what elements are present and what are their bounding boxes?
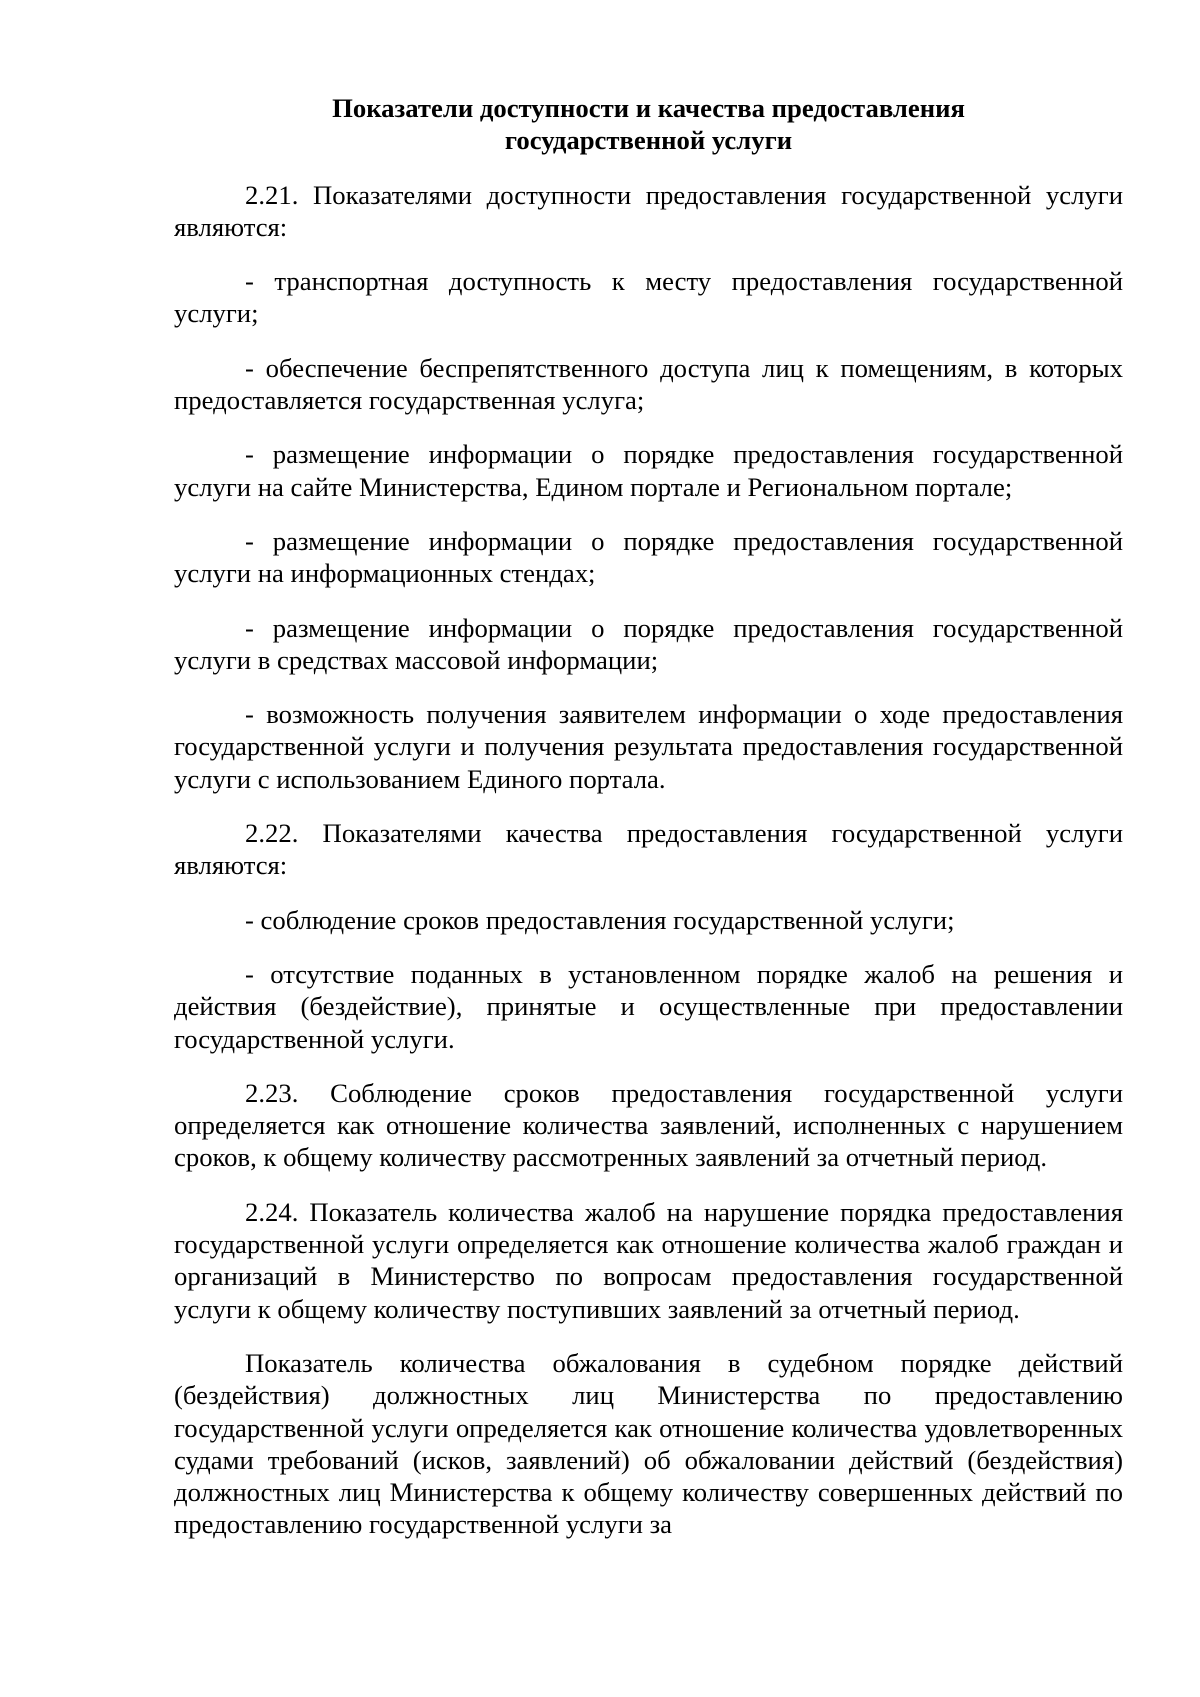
paragraph-2-21: 2.21. Показателями доступности предоставления государственной услуги являются: <box>174 179 1123 242</box>
list-item-barrier-free-access: - обеспечение беспрепятственного доступа лиц к помещениям, в которых предоставляется государственная услуга; <box>174 352 1123 416</box>
paragraph-2-22: 2.22. Показателями качества предоставления государственной услуги являются: <box>174 818 1123 881</box>
list-item-info-media: - размещение информации о порядке предоставления государственной услуги в средствах массовой информации; <box>174 612 1123 675</box>
paragraph-2-24: 2.24. Показатель количества жалоб на нарушение порядка предоставления государственной услуги определяется как отношение количества жалоб граждан и организаций в Министерство по вопросам предоставления государственной услуги к общему количеству поступивших заявлений за отчетный период. <box>174 1196 1123 1324</box>
section-title <box>174 92 1123 157</box>
list-item-deadlines: - соблюдение сроков предоставления государственной услуги; <box>245 904 955 935</box>
list-item-portal-progress: - возможность получения заявителем информации о ходе предоставления государственной услуги и получения результата предоставления государственной услуги с использованием Единого портала. <box>174 699 1123 794</box>
list-item-no-complaints: - отсутствие поданных в установленном порядке жалоб на решения и действия (бездействие), принятые и осуществленные при предоставлении государственной услуги. <box>174 958 1123 1054</box>
document-page <box>174 92 1123 1563</box>
paragraph-2-23: 2.23. Соблюдение сроков предоставления государственной услуги определяется как отношение количества заявлений, исполненных с нарушением сроков, к общему количеству рассмотренных заявлений за отчетный период. <box>174 1077 1123 1173</box>
section-title-line-1: Показатели доступности и качества предоставления <box>332 93 965 123</box>
paragraph-court-appeals: Показатель количества обжалования в судебном порядке действий (бездействия) должностных лиц Министерства по предоставлению государственной услуги определяется как отношение количества удовлетворенных судами требований (исков, заявлений) об обжаловании действий (бездействия) должностных лиц Министерства к общему количеству совершенных действий по предоставлению государственной услуги за <box>174 1347 1123 1540</box>
list-item-transport-access: - транспортная доступность к месту предоставления государственной услуги; <box>174 266 1123 329</box>
section-title-line-2: государственной услуги <box>504 125 793 156</box>
list-item-info-website: - размещение информации о порядке предоставления государственной услуги на сайте Министерства, Едином портале и Региональном портале; <box>174 439 1123 502</box>
list-item-info-stands: - размещение информации о порядке предоставления государственной услуги на информационных стендах; <box>174 525 1123 589</box>
